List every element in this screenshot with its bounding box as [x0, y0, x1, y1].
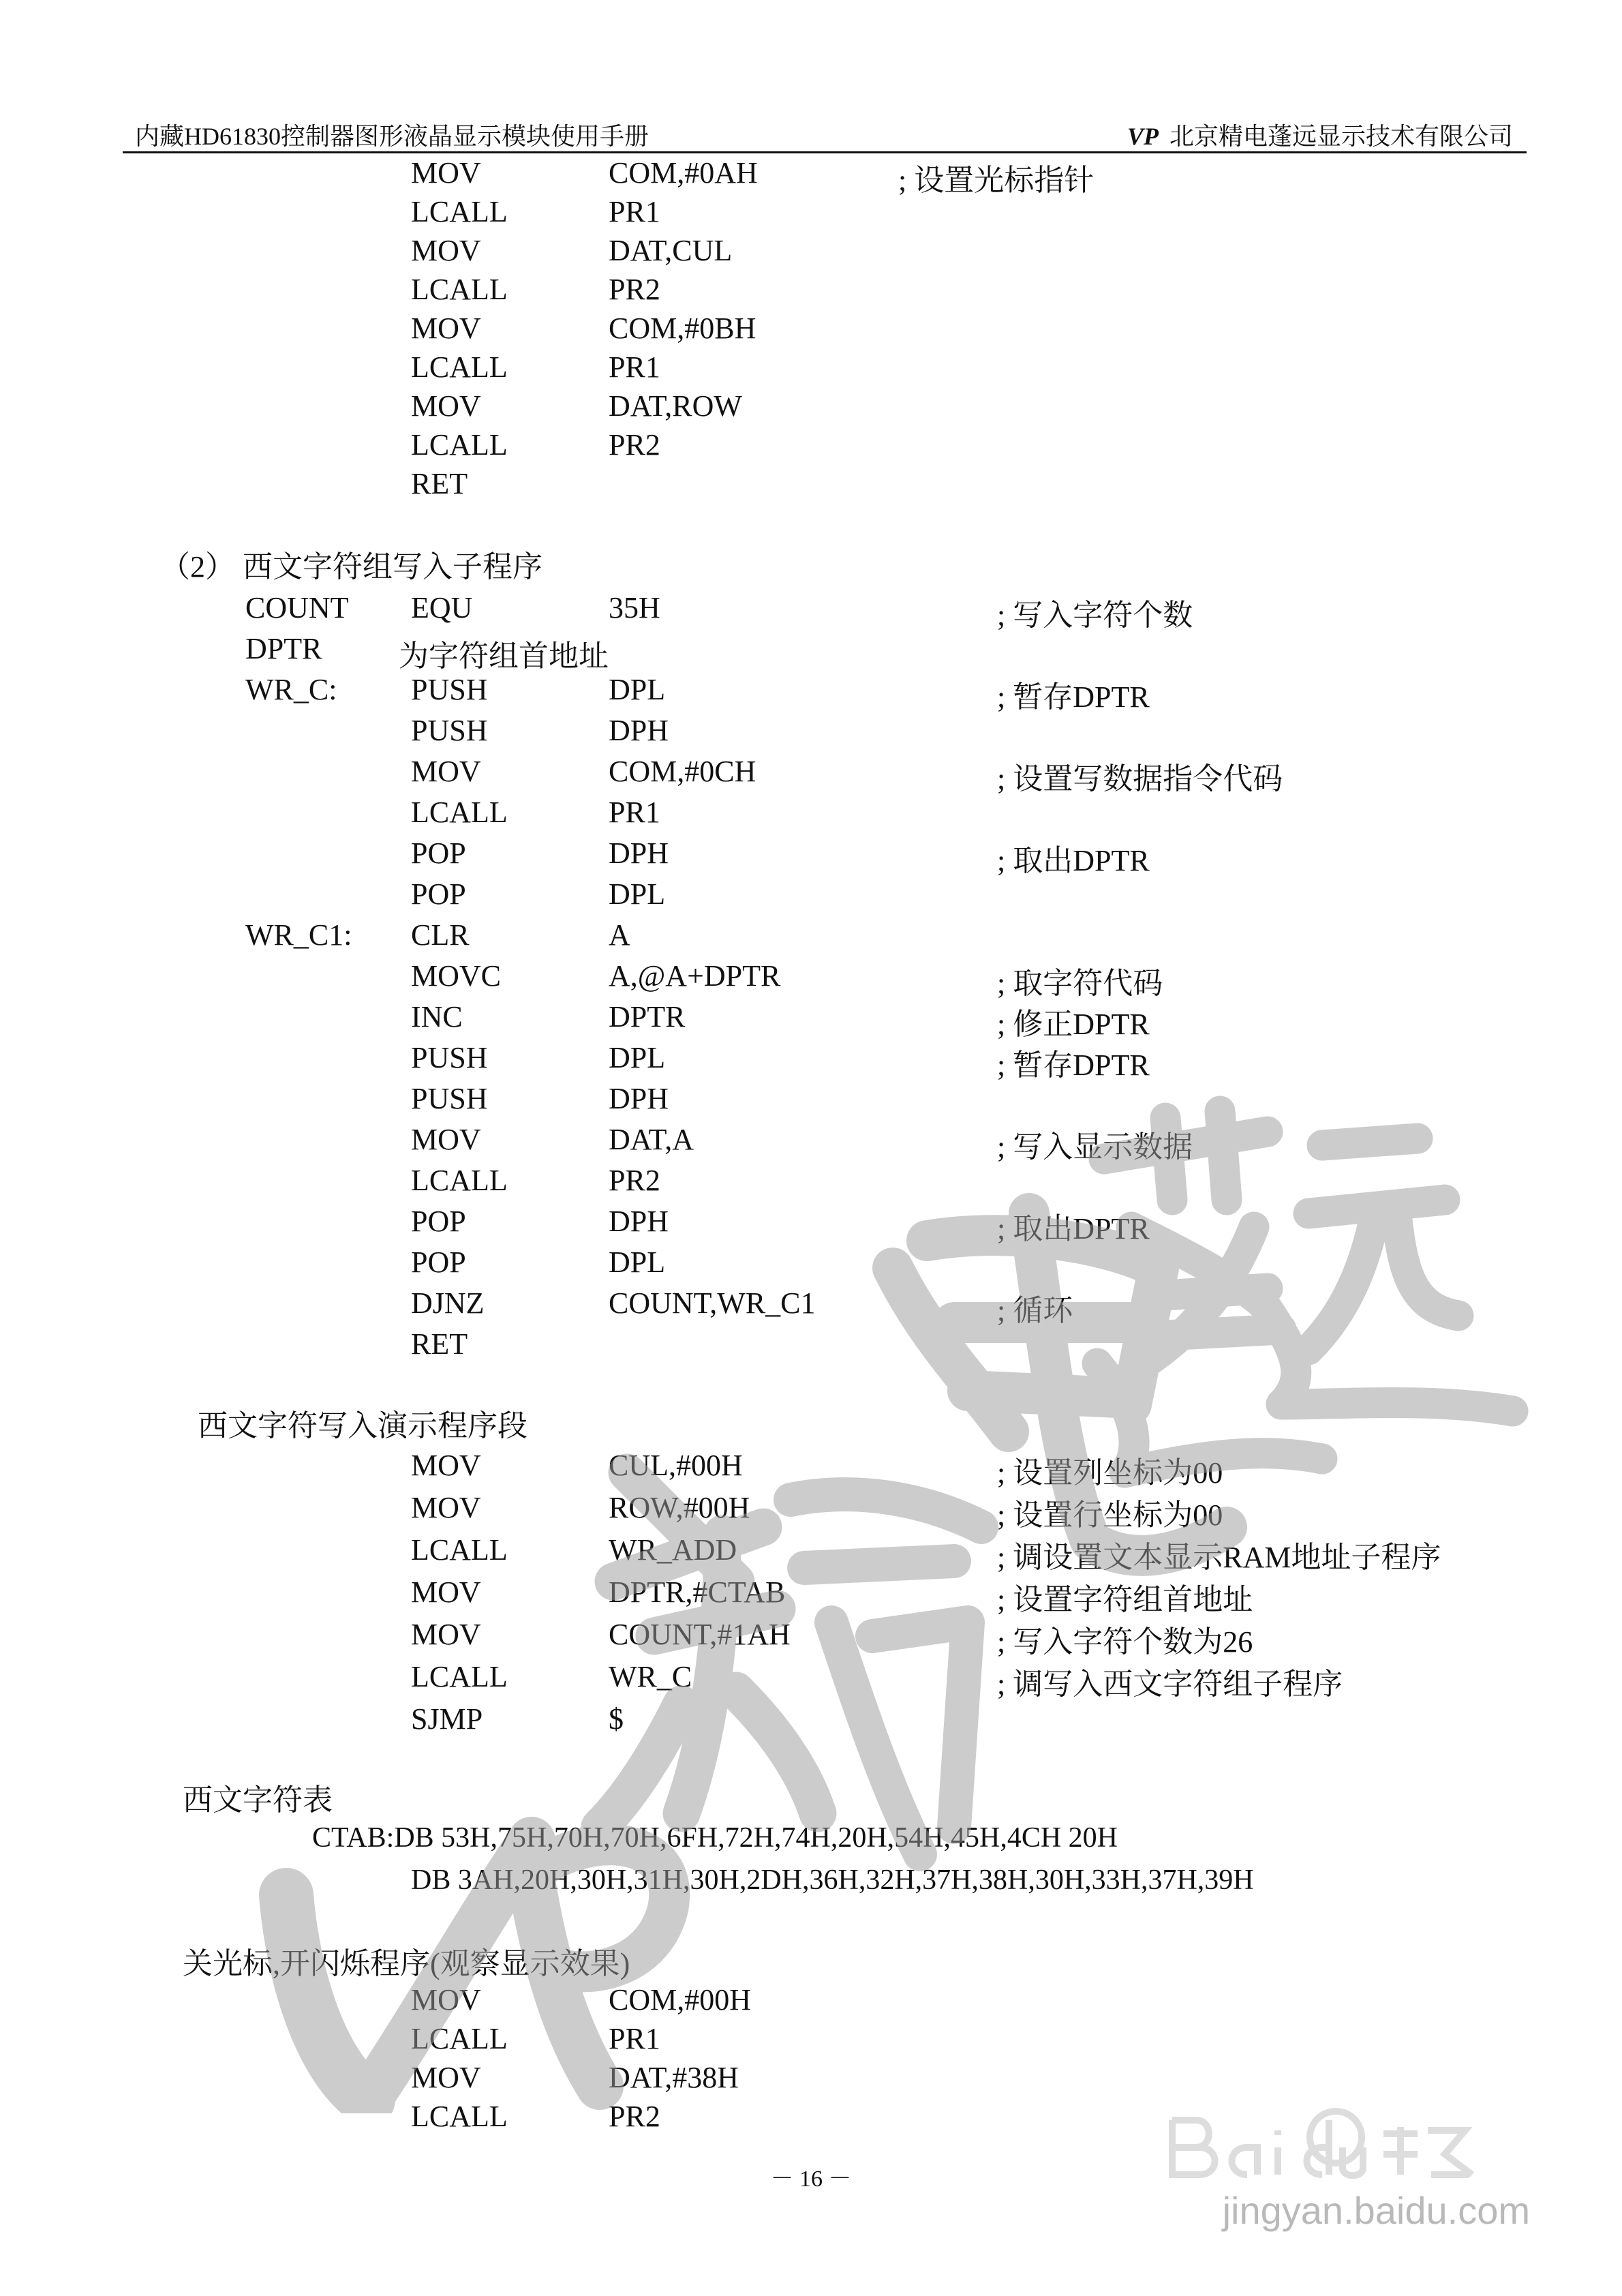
code-op: PUSH: [411, 1041, 488, 1074]
code-op: EQU: [411, 591, 473, 624]
code-arg: 35H: [609, 591, 660, 624]
code-op: POP: [411, 836, 466, 870]
section-heading: 西文字符表: [183, 1783, 333, 1817]
code-op: MOV: [411, 1491, 481, 1524]
header-divider: [123, 151, 1527, 153]
code-op: LCALL: [411, 1533, 508, 1567]
code-arg: DPTR,#CTAB: [609, 1575, 786, 1609]
code-arg: DPL: [609, 1245, 666, 1279]
code-comment: ; 写入显示数据: [997, 1130, 1193, 1164]
code-op: POP: [411, 1205, 466, 1238]
code-op: MOV: [411, 156, 481, 190]
code-op: RET: [411, 467, 468, 500]
code-arg: DPTR: [609, 1000, 686, 1033]
code-arg: DAT,ROW: [609, 389, 742, 423]
code-arg: PR1: [609, 195, 660, 228]
code-op: LCALL: [411, 1660, 508, 1693]
page-number: － 16 －: [770, 2166, 852, 2192]
header-vp-logo: VP: [1127, 123, 1159, 150]
code-op: LCALL: [411, 2100, 508, 2133]
code-comment: ; 设置行坐标为00: [997, 1498, 1223, 1532]
code-comment: ; 设置字符组首地址: [997, 1583, 1253, 1616]
code-arg: PR2: [609, 273, 660, 306]
code-comment: ; 写入字符个数: [997, 599, 1193, 632]
code-arg: DPL: [609, 1041, 666, 1074]
code-op: MOV: [411, 312, 481, 345]
code-op: POP: [411, 877, 466, 911]
code-op: MOV: [411, 389, 481, 423]
code-comment: ; 调设置文本显示RAM地址子程序: [997, 1541, 1441, 1574]
code-comment: ; 取出DPTR: [997, 1212, 1150, 1245]
code-arg: WR_C: [609, 1660, 692, 1693]
code-comment: ; 写入字符个数为26: [997, 1625, 1253, 1659]
code-text: 为字符组首地址: [399, 639, 609, 673]
ctab-line: DB 3AH,20H,30H,31H,30H,2DH,36H,32H,37H,38H,30H,33H,37H,39H: [411, 1864, 1254, 1896]
code-arg: WR_ADD: [609, 1533, 737, 1567]
code-op: MOV: [411, 1575, 481, 1609]
section-heading: （2） 西文字符组写入子程序: [160, 550, 542, 584]
code-op: MOV: [411, 1618, 481, 1651]
code-op: LCALL: [411, 195, 508, 228]
code-arg: DPH: [609, 1082, 669, 1115]
code-label: WR_C1:: [245, 918, 352, 952]
code-op: LCALL: [411, 428, 508, 462]
code-comment: ; 暂存DPTR: [997, 680, 1150, 714]
code-arg: A: [609, 918, 630, 952]
header-company-name: 北京精电蓬远显示技术有限公司: [1169, 123, 1513, 150]
code-comment: ; 调写入西文字符组子程序: [997, 1667, 1343, 1701]
code-arg: PR1: [609, 796, 660, 829]
baidu-watermark-url: jingyan.baidu.com: [1222, 2189, 1530, 2232]
code-arg: DPH: [609, 836, 669, 870]
code-arg: PR1: [609, 2022, 660, 2055]
code-arg: DAT,#38H: [609, 2061, 739, 2094]
code-op: PUSH: [411, 714, 488, 747]
ctab-line: CTAB:DB 53H,75H,70H,70H,6FH,72H,74H,20H,54H,45H,4CH 20H: [312, 1822, 1118, 1854]
code-op: MOV: [411, 1449, 481, 1482]
code-op: PUSH: [411, 673, 488, 706]
code-comment: ; 取字符代码: [997, 967, 1163, 1000]
code-op: LCALL: [411, 273, 508, 306]
code-arg: PR2: [609, 2100, 660, 2133]
code-op: MOV: [411, 755, 481, 788]
code-comment: ; 设置光标指针: [898, 164, 1095, 197]
code-op: LCALL: [411, 1164, 508, 1197]
code-arg: DPL: [609, 673, 666, 706]
code-arg: ROW,#00H: [609, 1491, 750, 1524]
code-comment: ; 设置写数据指令代码: [997, 762, 1283, 796]
code-arg: DPL: [609, 877, 666, 911]
code-arg: COUNT,WR_C1: [609, 1286, 816, 1320]
code-op: MOV: [411, 234, 481, 267]
code-op: POP: [411, 1245, 466, 1279]
code-arg: PR2: [609, 1164, 660, 1197]
code-op: MOV: [411, 1983, 481, 2016]
code-comment: ; 循环: [997, 1294, 1073, 1327]
code-op: CLR: [411, 918, 470, 952]
code-arg: COM,#0CH: [609, 755, 756, 788]
code-arg: CUL,#00H: [609, 1449, 743, 1482]
code-arg: COUNT,#1AH: [609, 1618, 791, 1651]
code-label: WR_C:: [245, 673, 337, 706]
code-arg: PR1: [609, 350, 660, 384]
header-manual-title: 内藏HD61830控制器图形液晶显示模块使用手册: [135, 123, 649, 150]
code-arg: $: [609, 1702, 624, 1736]
code-op: MOVC: [411, 959, 502, 993]
code-comment: ; 设置列坐标为00: [997, 1456, 1223, 1490]
code-op: INC: [411, 1000, 463, 1033]
code-label: COUNT: [245, 591, 349, 624]
section-heading: 关光标,开闪烁程序(观察显示效果): [183, 1947, 630, 1980]
code-op: SJMP: [411, 1702, 483, 1736]
code-comment: ; 暂存DPTR: [997, 1048, 1150, 1082]
code-arg: PR2: [609, 428, 660, 462]
code-arg: DAT,CUL: [609, 234, 733, 267]
code-arg: COM,#0BH: [609, 312, 756, 345]
code-arg: DPH: [609, 714, 669, 747]
code-arg: A,@A+DPTR: [609, 959, 781, 993]
code-op: PUSH: [411, 1082, 488, 1115]
code-op: RET: [411, 1327, 468, 1361]
code-arg: COM,#00H: [609, 1983, 752, 2016]
header-company: [1127, 117, 1513, 152]
code-comment: ; 取出DPTR: [997, 844, 1150, 877]
code-op: DJNZ: [411, 1286, 485, 1320]
code-arg: DAT,A: [609, 1123, 694, 1156]
code-op: LCALL: [411, 796, 508, 829]
code-arg: COM,#0AH: [609, 156, 758, 190]
code-arg: DPH: [609, 1205, 669, 1238]
section-heading: 西文字符写入演示程序段: [198, 1409, 527, 1442]
code-op: MOV: [411, 2061, 481, 2094]
code-comment: ; 修正DPTR: [997, 1008, 1150, 1041]
code-label: DPTR: [245, 632, 322, 665]
code-op: LCALL: [411, 2022, 508, 2055]
code-op: MOV: [411, 1123, 481, 1156]
code-op: LCALL: [411, 350, 508, 384]
